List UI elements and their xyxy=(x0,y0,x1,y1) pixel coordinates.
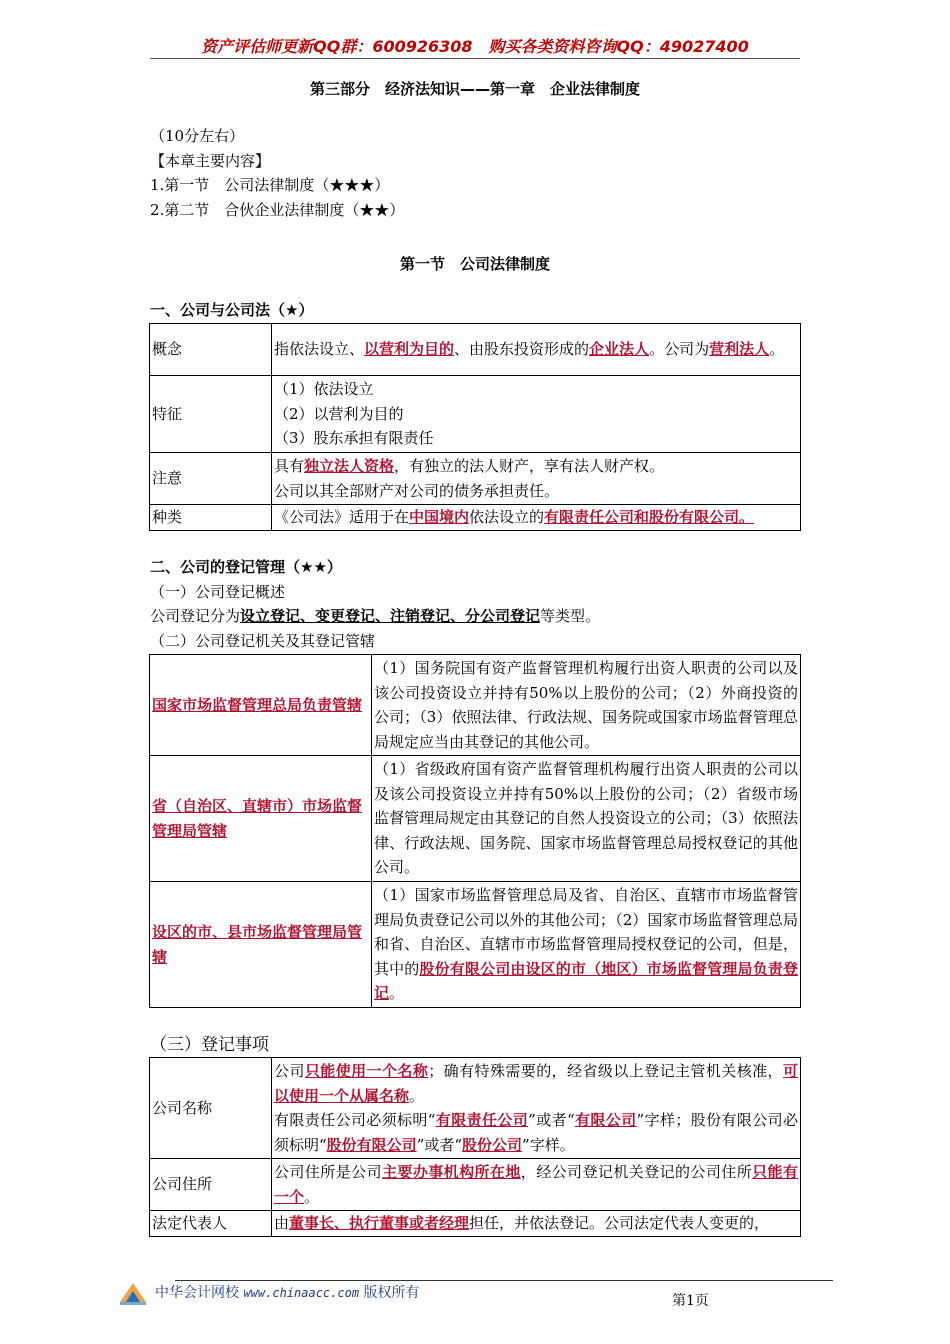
row-content: （1）国务院国有资产监督管理机构履行出资人职责的公司以及该公司投资设立并持有50%以上股份的公司；（2）外商投资的公司；（3）依照法律、行政法规、国务院或国家市场监督管理总局规定应当由其登记的其他公司。 xyxy=(372,655,801,756)
contents-item: 1.第一节 公司法律制度（★★★） xyxy=(150,176,390,194)
row-label: 省（自治区、直辖市）市场监督管理局管辖 xyxy=(150,756,372,882)
contents-heading: 【本章主要内容】 xyxy=(150,151,271,170)
contents-block xyxy=(150,124,404,222)
row-content: 公司住所是公司主要办事机构所在地，经公司登记机关登记的公司住所只能有一个。 xyxy=(272,1159,801,1211)
contents-item: 2.第二节 合伙企业法律制度（★★） xyxy=(150,200,405,219)
row-label: 法定代表人 xyxy=(150,1211,272,1237)
row-label: 设区的市、县市场监督管理局管辖 xyxy=(150,882,372,1008)
footer-brand xyxy=(155,1282,420,1302)
row-content: 由董事长、执行董事或者经理担任，并依法登记。公司法定代表人变更的， xyxy=(272,1211,801,1237)
jurisdiction-table xyxy=(149,654,801,1008)
row-label: 概念 xyxy=(150,324,272,376)
footer-divider xyxy=(175,1280,833,1281)
footer-brand-name: 中华会计网校 xyxy=(155,1285,239,1301)
table-row xyxy=(150,1058,801,1159)
table-row xyxy=(150,882,801,1008)
row-content: 公司只能使用一个名称；确有特殊需要的，经省级以上登记主管机关核准，可以使用一个从属名称。 有限责任公司必须标明“有限责任公司”或者“有限公司”字样；股份有限公司必须标明“股份有限公司”或者“股份公司”字样。 xyxy=(272,1058,801,1159)
row-content: 《公司法》适用于在中国境内依法设立的有限责任公司和股份有限公司。 xyxy=(272,505,801,531)
page-number: 第1页 xyxy=(672,1293,709,1309)
row-label: 国家市场监督管理总局负责管辖 xyxy=(150,655,372,756)
table-row xyxy=(150,376,801,453)
company-law-table xyxy=(149,323,801,531)
registration-overview: 公司登记分为设立登记、变更登记、注销登记、分公司登记等类型。 xyxy=(150,607,601,625)
part2-block xyxy=(150,555,600,653)
subheading: （一）公司登记概述 xyxy=(150,582,286,601)
header-banner: 资产评估师更新QQ群：600926308 购买各类资料咨询QQ：49027400 xyxy=(201,37,749,56)
table-row xyxy=(150,655,801,756)
row-label: 特征 xyxy=(150,376,272,453)
footer-url[interactable]: www.chinaacc.com xyxy=(243,1286,360,1300)
table-row xyxy=(150,453,801,505)
table-row xyxy=(150,505,801,531)
row-label: 公司住所 xyxy=(150,1159,272,1211)
part1-heading: 一、公司与公司法（★） xyxy=(150,301,314,319)
table-row xyxy=(150,756,801,882)
table-row xyxy=(150,1211,801,1237)
chinaacc-logo-icon xyxy=(118,1280,148,1306)
row-content: （1）省级政府国有资产监督管理机构履行出资人职责的公司以及该公司投资设立并持有50%以上股份的公司；（2）省级市场监督管理局规定由其登记的自然人投资设立的公司；（3）依照法律、行政法规、国务院、国家市场监督管理总局授权登记的其他公司。 xyxy=(372,756,801,882)
footer-rights: 版权所有 xyxy=(363,1285,420,1301)
score-note: （10分左右） xyxy=(150,127,245,145)
table-row xyxy=(150,324,801,376)
header-divider xyxy=(150,58,800,59)
row-content: （1）依法设立 （2）以营利为目的 （3）股东承担有限责任 xyxy=(272,376,801,453)
row-content: 具有独立法人资格，有独立的法人财产，享有法人财产权。 公司以其全部财产对公司的债务承担责任。 xyxy=(272,453,801,505)
table-row xyxy=(150,1159,801,1211)
part2-heading: 二、公司的登记管理（★★） xyxy=(150,558,342,576)
subheading: （三）登记事项 xyxy=(150,1035,269,1055)
subheading: （二）公司登记机关及其登记管辖 xyxy=(150,631,376,650)
page-title: 第三部分 经济法知识——第一章 企业法律制度 xyxy=(309,80,640,98)
row-label: 公司名称 xyxy=(150,1058,272,1159)
row-content: 指依法设立、以营利为目的、由股东投资形成的企业法人。公司为营利法人。 xyxy=(272,324,801,376)
row-content: （1）国家市场监督管理总局及省、自治区、直辖市市场监督管理局负责登记公司以外的其他公司；（2）国家市场监督管理总局和省、自治区、直辖市市场监督管理局授权登记的公司，但是，其中的股份有限公司由设区的市（地区）市场监督管理局负责登记。 xyxy=(372,882,801,1008)
registration-items-table xyxy=(149,1057,801,1237)
row-label: 注意 xyxy=(150,453,272,505)
section-title: 第一节 公司法律制度 xyxy=(399,255,550,273)
row-label: 种类 xyxy=(150,505,272,531)
